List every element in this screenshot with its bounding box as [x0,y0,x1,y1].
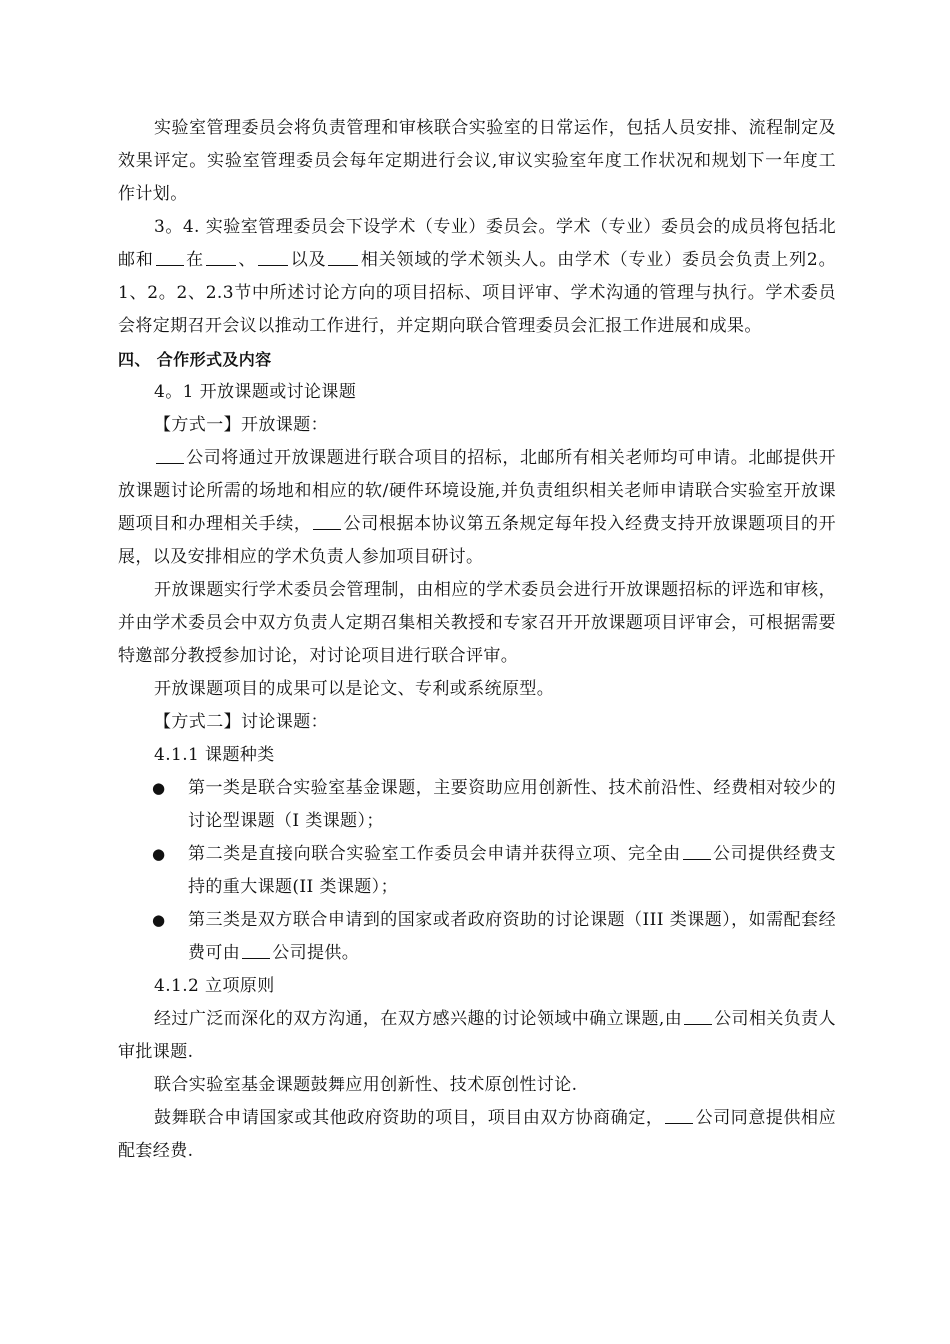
list-item [118,904,836,970]
text-span: 第一类是联合实验室基金课题，主要资助应用创新性、技术前沿性、经费相对较少的讨论型课题（I 类课题）； [188,778,836,831]
text-span: 公司提供经费支持的重大课题(II 类课题）； [188,844,836,897]
paragraph-open-project-results: 开放课题项目的成果可以是论文、专利或系统原型。 [154,679,555,699]
text-span: 、 [237,250,257,270]
mode-two-label: 【方式二】讨论课题： [154,712,328,732]
paragraph-lab-committee: 实验室管理委员会将负责管理和审核联合实验室的日常运作，包括人员安排、流程制定及效果评定。实验室管理委员会每年定期进行会议,审议实验室年度工作状况和规划下一年度工作计划。 [118,118,836,204]
list-item [118,772,836,838]
text-span: 经过广泛而深化的双方沟通，在双方感兴趣的讨论领域中确立课题,由 [154,1009,683,1029]
list-item [118,838,836,904]
text-span: 以及 [290,250,327,270]
text-span: 公司相关负责人审批课题. [118,1009,836,1062]
fill-blank [258,248,288,266]
paragraph-open-project [118,442,836,574]
fill-blank [156,446,184,464]
text-span: 鼓舞联合申请国家或其他政府资助的项目，项目由双方协商确定， [154,1108,664,1128]
fill-blank [242,941,270,959]
document-body [118,112,836,1168]
text-span: 公司根据本协议第五条规定每年投入经费支持开放课题项目的开展，以及安排相应的学术负责人参加项目研讨。 [118,514,836,567]
fill-blank [665,1106,693,1124]
paragraph-project-principle [118,1003,836,1069]
bullet-icon: ● [152,779,166,797]
text-span: 公司提供。 [272,943,360,963]
text-span: 第三类是双方联合申请到的国家或者政府资助的讨论课题（III 类课题），如需配套经费可由 [188,910,836,963]
text-span: 公司将通过开放课题进行联合项目的招标，北邮所有相关老师均可申请。北邮提供开放课题讨论所需的场地和相应的软/硬件环境设施,并负责组织相关老师申请联合实验室开放课题项目和办理相关手续， [118,448,836,534]
project-type-list [118,772,836,970]
subsection-4-1: 4。1 开放课题或讨论课题 [154,382,357,402]
mode-one-label: 【方式一】开放课题： [154,415,328,435]
text-span: 3。4. 实验室管理委员会下设学术（专业）委员会。学术（专业）委员会的成员将包括北邮和 [118,217,836,270]
paragraph-joint-application [118,1102,836,1168]
bullet-icon: ● [152,911,166,929]
fill-blank [206,248,236,266]
fill-blank [684,1007,712,1025]
section-heading-cooperation: 四、 合作形式及内容 [118,350,272,369]
fill-blank [313,512,341,530]
fill-blank [156,248,184,266]
paragraph-academic-committee [118,211,836,343]
subsection-4-1-1: 4.1.1 课题种类 [154,745,275,765]
subsection-4-1-2: 4.1.2 立项原则 [154,976,275,996]
fill-blank [328,248,358,266]
paragraph-fund-encouragement: 联合实验室基金课题鼓舞应用创新性、技术原创性讨论. [154,1075,578,1095]
text-span: 相关领域的学术领头人。由学术（专业）委员会负责上列2。1、2。2、2.3节中所述讨论方向的项目招标、项目评审、学术沟通的管理与执行。学术委员会将定期召开会议以推动工作进行，并定期向联合管理委员会汇报工作进展和成果。 [118,250,836,336]
text-span: 第二类是直接向联合实验室工作委员会申请并获得立项、完全由 [188,844,681,864]
bullet-icon: ● [152,845,166,863]
paragraph-open-project-management: 开放课题实行学术委员会管理制，由相应的学术委员会进行开放课题招标的评选和审核，并由学术委员会中双方负责人定期召集相关教授和专家召开开放课题项目评审会，可根据需要特邀部分教授参加讨论，对讨论项目进行联合评审。 [118,580,836,666]
fill-blank [683,842,711,860]
text-span: 公司同意提供相应配套经费. [118,1108,836,1161]
text-span: 在 [185,250,204,270]
